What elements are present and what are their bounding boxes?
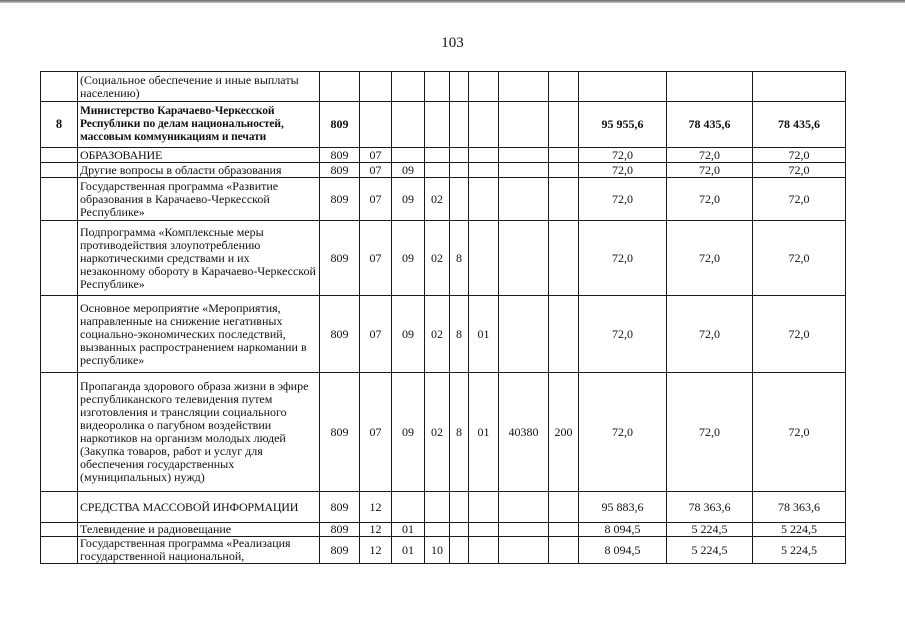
amount-year2-cell (667, 72, 753, 102)
subsection-code-cell (392, 148, 425, 163)
amount-year3-cell: 5 224,5 (753, 523, 846, 537)
expense-type-cell (549, 163, 579, 178)
amount-year1-cell: 8 094,5 (579, 523, 667, 537)
ministry-code-cell: 809 (320, 148, 360, 163)
subprogram-code-cell (450, 148, 469, 163)
amount-year2-cell: 72,0 (667, 296, 753, 373)
amount-year1-cell: 72,0 (579, 221, 667, 296)
row-number-cell (41, 296, 78, 373)
program-code-cell (425, 72, 450, 102)
amount-year2-cell: 72,0 (667, 148, 753, 163)
main-activity-code-cell (469, 492, 499, 523)
row-name-cell: Другие вопросы в области образования (78, 163, 320, 178)
section-code-cell: 07 (360, 221, 392, 296)
subprogram-code-cell (450, 102, 469, 148)
amount-year2-cell: 72,0 (667, 178, 753, 221)
direction-code-cell (499, 296, 549, 373)
section-code-cell: 07 (360, 373, 392, 492)
table-row (41, 296, 846, 373)
program-code-cell (425, 148, 450, 163)
amount-year1-cell: 95 955,6 (579, 102, 667, 148)
direction-code-cell (499, 148, 549, 163)
row-name-cell: Пропаганда здорового образа жизни в эфире республиканского телевидения путем изготовления и трансляции социального видеоролика о пагубном воздействии наркотиков на организм молодых людей (Закупка товаров, работ и услуг для обеспечения государственных (муниципальных) нужд) (78, 373, 320, 492)
row-name-cell: Министерство Карачаево-Черкесской Республики по делам национальностей, массовым коммуникациям и печати (78, 102, 320, 148)
subprogram-code-cell (450, 178, 469, 221)
amount-year3-cell: 72,0 (753, 148, 846, 163)
main-activity-code-cell (469, 102, 499, 148)
row-name-cell: Основное мероприятие «Мероприятия, направленные на снижение негативных социально-экономических последствий, вызванных распространением наркомании в республике» (78, 296, 320, 373)
expense-type-cell (549, 523, 579, 537)
row-name-cell: СРЕДСТВА МАССОВОЙ ИНФОРМАЦИИ (78, 492, 320, 523)
amount-year3-cell: 72,0 (753, 221, 846, 296)
amount-year1-cell: 72,0 (579, 178, 667, 221)
row-number-cell (41, 492, 78, 523)
amount-year1-cell (579, 72, 667, 102)
direction-code-cell (499, 537, 549, 564)
ministry-code-cell: 809 (320, 296, 360, 373)
budget-table-body (41, 72, 846, 564)
section-code-cell: 07 (360, 296, 392, 373)
main-activity-code-cell (469, 221, 499, 296)
row-number-cell (41, 373, 78, 492)
ministry-code-cell (320, 72, 360, 102)
row-name-cell: ОБРАЗОВАНИЕ (78, 148, 320, 163)
amount-year3-cell: 72,0 (753, 178, 846, 221)
subsection-code-cell: 09 (392, 373, 425, 492)
section-code-cell: 07 (360, 148, 392, 163)
ministry-code-cell: 809 (320, 221, 360, 296)
subsection-code-cell: 09 (392, 296, 425, 373)
subprogram-code-cell (450, 492, 469, 523)
subsection-code-cell: 09 (392, 221, 425, 296)
direction-code-cell (499, 523, 549, 537)
main-activity-code-cell (469, 72, 499, 102)
section-code-cell: 12 (360, 537, 392, 564)
table-row (41, 72, 846, 102)
table-row (41, 492, 846, 523)
subsection-code-cell: 09 (392, 163, 425, 178)
subsection-code-cell: 01 (392, 537, 425, 564)
subprogram-code-cell (450, 163, 469, 178)
ministry-code-cell: 809 (320, 537, 360, 564)
section-code-cell (360, 72, 392, 102)
direction-code-cell (499, 163, 549, 178)
row-number-cell: 8 (41, 102, 78, 148)
amount-year2-cell: 72,0 (667, 163, 753, 178)
amount-year1-cell: 95 883,6 (579, 492, 667, 523)
expense-type-cell (549, 221, 579, 296)
program-code-cell (425, 163, 450, 178)
direction-code-cell: 40380 (499, 373, 549, 492)
table-row (41, 102, 846, 148)
row-name-cell: Государственная программа «Развитие образования в Карачаево-Черкесской Республике» (78, 178, 320, 221)
row-name-cell: Телевидение и радиовещание (78, 523, 320, 537)
direction-code-cell (499, 178, 549, 221)
subsection-code-cell (392, 102, 425, 148)
amount-year3-cell: 78 363,6 (753, 492, 846, 523)
subsection-code-cell: 09 (392, 178, 425, 221)
main-activity-code-cell (469, 523, 499, 537)
section-code-cell (360, 102, 392, 148)
program-code-cell: 10 (425, 537, 450, 564)
row-number-cell (41, 148, 78, 163)
amount-year3-cell: 5 224,5 (753, 537, 846, 564)
expense-type-cell (549, 178, 579, 221)
amount-year3-cell (753, 72, 846, 102)
amount-year2-cell: 78 435,6 (667, 102, 753, 148)
row-name-cell: Государственная программа «Реализация государственной национальной, (78, 537, 320, 564)
amount-year3-cell: 72,0 (753, 373, 846, 492)
amount-year2-cell: 72,0 (667, 373, 753, 492)
subprogram-code-cell (450, 537, 469, 564)
direction-code-cell (499, 72, 549, 102)
table-row (41, 537, 846, 564)
program-code-cell: 02 (425, 373, 450, 492)
ministry-code-cell: 809 (320, 523, 360, 537)
table-row (41, 178, 846, 221)
expense-type-cell (549, 102, 579, 148)
program-code-cell: 02 (425, 178, 450, 221)
ministry-code-cell: 809 (320, 373, 360, 492)
amount-year1-cell: 72,0 (579, 296, 667, 373)
ministry-code-cell: 809 (320, 163, 360, 178)
subsection-code-cell (392, 72, 425, 102)
table-row (41, 373, 846, 492)
amount-year1-cell: 72,0 (579, 148, 667, 163)
expense-type-cell (549, 492, 579, 523)
amount-year1-cell: 8 094,5 (579, 537, 667, 564)
main-activity-code-cell (469, 178, 499, 221)
section-code-cell: 07 (360, 163, 392, 178)
section-code-cell: 12 (360, 523, 392, 537)
table-row (41, 221, 846, 296)
main-activity-code-cell (469, 148, 499, 163)
direction-code-cell (499, 221, 549, 296)
ministry-code-cell: 809 (320, 178, 360, 221)
subsection-code-cell: 01 (392, 523, 425, 537)
amount-year1-cell: 72,0 (579, 373, 667, 492)
amount-year2-cell: 5 224,5 (667, 537, 753, 564)
subprogram-code-cell (450, 523, 469, 537)
amount-year1-cell: 72,0 (579, 163, 667, 178)
page-number: 103 (441, 35, 464, 51)
expense-type-cell: 200 (549, 373, 579, 492)
row-number-cell (41, 221, 78, 296)
row-number-cell (41, 523, 78, 537)
program-code-cell (425, 523, 450, 537)
table-row (41, 163, 846, 178)
table-row (41, 523, 846, 537)
table-row (41, 148, 846, 163)
row-number-cell (41, 163, 78, 178)
subprogram-code-cell: 8 (450, 296, 469, 373)
row-number-cell (41, 178, 78, 221)
main-activity-code-cell (469, 537, 499, 564)
program-code-cell: 02 (425, 221, 450, 296)
direction-code-cell (499, 492, 549, 523)
amount-year3-cell: 72,0 (753, 296, 846, 373)
row-name-cell: (Социальное обеспечение и иные выплаты населению) (78, 72, 320, 102)
expense-type-cell (549, 296, 579, 373)
ministry-code-cell: 809 (320, 102, 360, 148)
direction-code-cell (499, 102, 549, 148)
amount-year3-cell: 72,0 (753, 163, 846, 178)
row-name-cell: Подпрограмма «Комплексные меры противодействия злоупотреблению наркотическими средствами и их незаконному обороту в Карачаево-Черкесской Республике» (78, 221, 320, 296)
ministry-code-cell: 809 (320, 492, 360, 523)
amount-year3-cell: 78 435,6 (753, 102, 846, 148)
subsection-code-cell (392, 492, 425, 523)
main-activity-code-cell (469, 163, 499, 178)
main-activity-code-cell: 01 (469, 373, 499, 492)
row-number-cell (41, 72, 78, 102)
amount-year2-cell: 5 224,5 (667, 523, 753, 537)
budget-table (40, 71, 846, 564)
expense-type-cell (549, 72, 579, 102)
expense-type-cell (549, 148, 579, 163)
section-code-cell: 12 (360, 492, 392, 523)
main-activity-code-cell: 01 (469, 296, 499, 373)
row-number-cell (41, 537, 78, 564)
page-top-border (0, 0, 905, 3)
program-code-cell: 02 (425, 296, 450, 373)
subprogram-code-cell (450, 72, 469, 102)
subprogram-code-cell: 8 (450, 221, 469, 296)
amount-year2-cell: 72,0 (667, 221, 753, 296)
expense-type-cell (549, 537, 579, 564)
program-code-cell (425, 102, 450, 148)
program-code-cell (425, 492, 450, 523)
subprogram-code-cell: 8 (450, 373, 469, 492)
section-code-cell: 07 (360, 178, 392, 221)
amount-year2-cell: 78 363,6 (667, 492, 753, 523)
